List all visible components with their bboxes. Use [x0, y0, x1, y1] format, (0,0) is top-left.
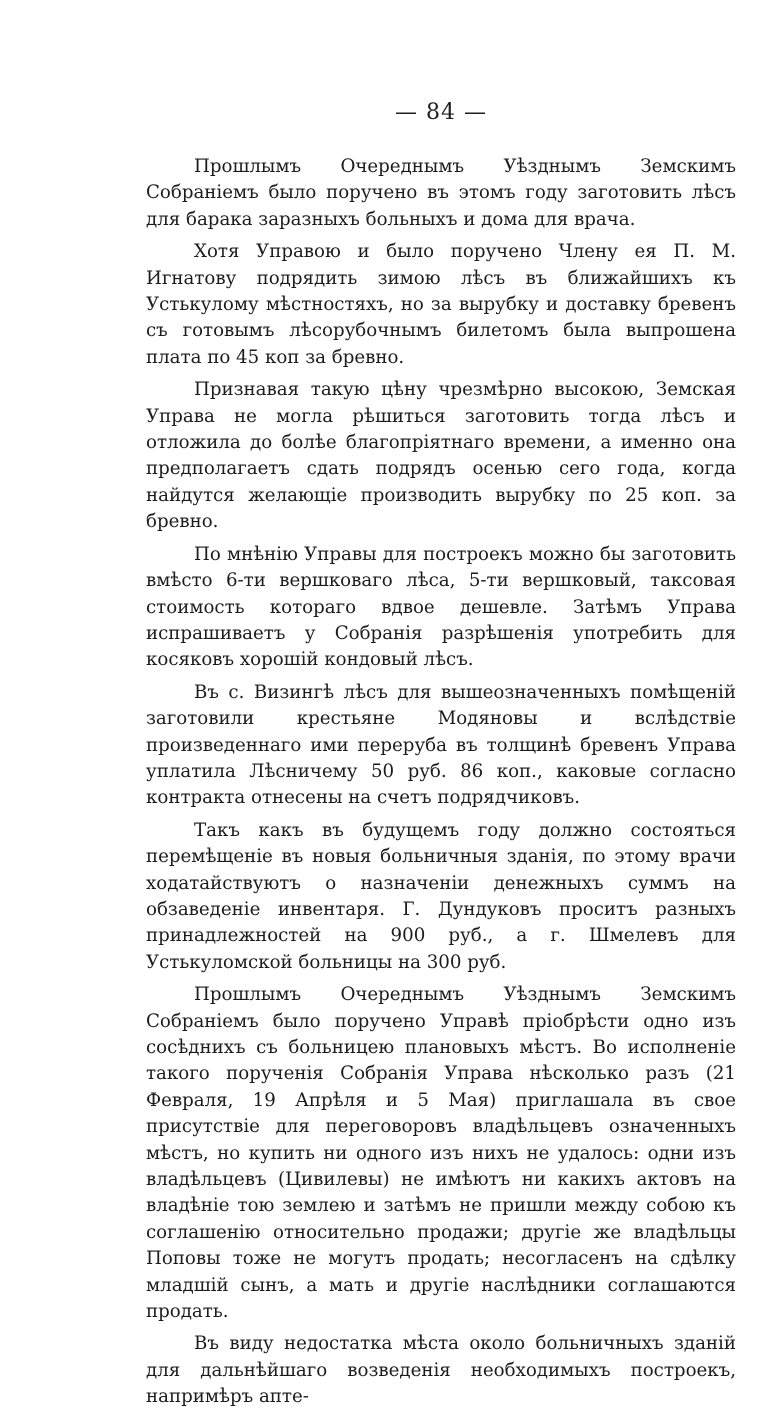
- body-text: [146, 154, 736, 1411]
- paragraph-6: Такъ какъ въ будущемъ году должно состояться перемѣщеніе въ новыя больничныя зданія, по этому врачи ходатайствуютъ о назначеніи денежныхъ суммъ на обзаведеніе инвентаря. Г. Дундуковъ проситъ разныхъ принадлежностей на 900 руб., а г. Шмелевъ для Устькуломской больницы на 300 руб.: [146, 819, 736, 973]
- paragraph-8: Въ виду недостатка мѣста около больничныхъ зданій для дальнѣйшаго возведенія необходимыхъ построекъ, напримѣръ апте-: [146, 1333, 736, 1408]
- paragraph-3: Признавая такую цѣну чрезмѣрно высокою, Земская Управа не могла рѣшиться заготовить тогда лѣсъ и отложила до болѣе благопріятнаго времени, а именно она предполагаетъ сдать подрядъ осенью сего года, когда найдутся желающіе производить вырубку по 25 коп. за бревно.: [146, 379, 736, 533]
- page-number: — 84 —: [395, 100, 487, 125]
- paragraph-7: Прошлымъ Очереднымъ Уѣзднымъ Земскимъ Собраніемъ было поручено Управѣ пріобрѣсти одно изъ сосѣднихъ съ больницею плановыхъ мѣстъ. Во исполненіе такого порученія Собранія Управа нѣсколько разъ (21 Февраля, 19 Апрѣля и 5 Мая) приглашала въ свое присутствіе для переговоровъ владѣльцевъ означенныхъ мѣстъ, но купить ни одного изъ нихъ не удалось: одни изъ владѣльцевъ (Цивилевы) не имѣютъ ни какихъ актовъ на владѣніе тою землею и затѣмъ не пришли между собою къ соглашенію относительно продажи; другіе же владѣльцы Поповы тоже не могутъ продать; несогласенъ на сдѣлку младшій сынъ, а мать и другіе наслѣдники соглашаются продать.: [146, 984, 736, 1323]
- paragraph-2: Хотя Управою и было поручено Члену ея П. М. Игнатову подрядить зимою лѣсъ въ ближайшихъ къ Устькулому мѣстностяхъ, но за вырубку и доставку бревенъ съ готовымъ лѣсорубочнымъ билетомъ была выпрошена плата по 45 коп за бревно.: [146, 241, 736, 368]
- paragraph-1: Прошлымъ Очереднымъ Уѣзднымъ Земскимъ Собраніемъ было поручено въ этомъ году заготовить лѣсъ для барака заразныхъ больныхъ и дома для врача.: [146, 156, 736, 230]
- paragraph-5: Въ с. Визингѣ лѣсъ для вышеозначенныхъ помѣщеній заготовили крестьяне Модяновы и вслѣдствіе произведеннаго ими переруба въ толщинѣ бревенъ Управа уплатила Лѣсничему 50 руб. 86 коп., каковые согласно контракта отнесены на счетъ подрядчиковъ.: [146, 681, 736, 809]
- paragraph-4: По мнѣнію Управы для построекъ можно бы заготовить вмѣсто 6-ти вершковаго лѣса, 5-ти вершковый, таксовая стоимость котораго вдвое дешевле. Затѣмъ Управа испрашиваетъ у Собранія разрѣшенія употребить для косяковъ хорошій кондовый лѣсъ.: [146, 543, 736, 671]
- document-page: [130, 100, 752, 1408]
